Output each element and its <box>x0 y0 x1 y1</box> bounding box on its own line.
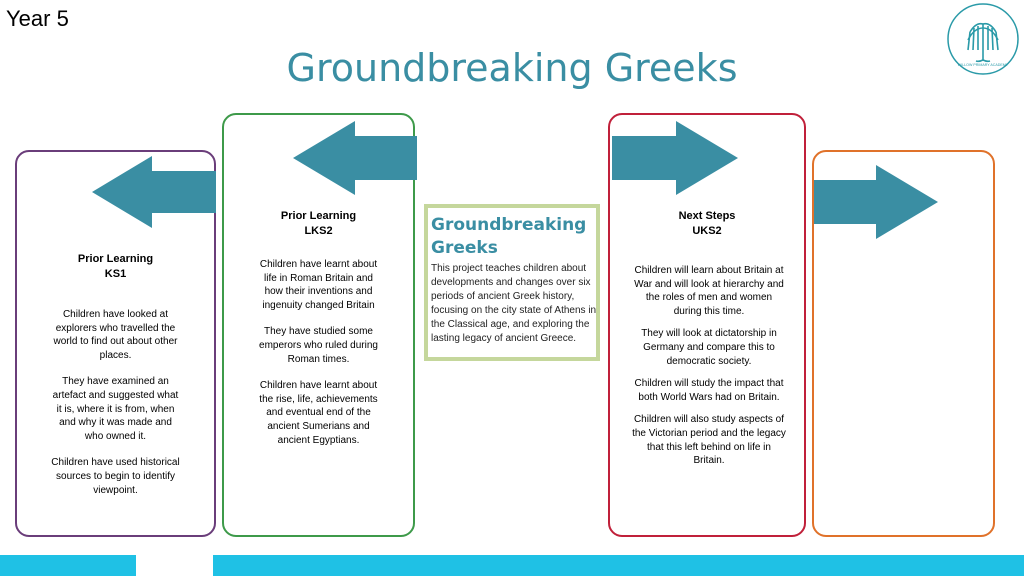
lks2-heading-label: Prior Learning <box>280 210 357 222</box>
logo-text: WILLOW PRIMARY ACADEMY <box>957 63 1009 67</box>
footer-bar-left <box>0 555 136 576</box>
uks2-paragraph-3: Children will study the impact that both World Wars had on Britain. <box>634 378 784 403</box>
project-title-line-2: Greeks <box>431 238 498 258</box>
arrow-right-icon <box>612 121 738 195</box>
project-title <box>431 214 586 260</box>
lks2-paragraph-2: They have studied some emperors who ruled during Roman times. <box>259 326 378 365</box>
project-description: This project teaches children about developments and changes over six periods of ancient Greek history, focusing on the city state of Athens in the Classical age, and exploring the lasting legacy of ancient Greece. <box>431 263 597 344</box>
lks2-heading <box>224 209 413 239</box>
uks2-heading <box>610 209 804 239</box>
page-title: Groundbreaking Greeks <box>286 46 738 90</box>
project-summary-box <box>424 204 600 361</box>
uks2-paragraph-1: Children will learn about Britain at War and will look at hierarchy and the roles of men and women during this time. <box>634 265 784 317</box>
ks1-heading-label: Prior Learning <box>77 253 154 265</box>
lks2-paragraph-1: Children have learnt about life in Roman Britain and how their inventions and ingenuity changed Britain <box>259 259 378 311</box>
uks2-heading-label: Next Steps <box>678 210 736 222</box>
uks2-paragraph-2: They will look at dictatorship in Germany and compare this to democratic society. <box>641 328 777 367</box>
ks1-heading <box>17 252 214 282</box>
uks2-paragraph-4: Children will also study aspects of the Victorian period and the legacy that this left behind on life in Britain. <box>632 414 786 467</box>
lks2-paragraph-3: Children have learnt about the rise, life, achievements and eventual end of the ancient Sumerians and ancient Egyptians. <box>259 380 378 446</box>
ks1-paragraph-2: They have examined an artefact and suggested what it is, where it is from, when and why it was made and who owned it. <box>52 376 179 442</box>
willow-tree-logo-icon <box>946 2 1020 76</box>
year-label: Year 5 <box>6 6 69 31</box>
ks1-paragraph-3: Children have used historical sources to begin to identify viewpoint. <box>51 457 180 496</box>
lks2-body <box>254 258 383 460</box>
school-logo <box>946 2 1020 76</box>
arrow-left-icon <box>92 156 216 228</box>
lks2-key-stage: LKS2 <box>304 225 333 237</box>
ks1-key-stage: KS1 <box>104 268 127 280</box>
project-title-line-1: Groundbreaking <box>431 215 587 235</box>
ks1-body <box>51 308 180 510</box>
arrow-left-icon <box>293 121 417 195</box>
uks2-key-stage: UKS2 <box>692 225 722 237</box>
uks2-body <box>632 264 786 477</box>
arrow-right-icon <box>814 165 938 239</box>
ks1-paragraph-1: Children have looked at explorers who travelled the world to find out about other places. <box>53 309 178 361</box>
footer-bar-right <box>213 555 1024 576</box>
